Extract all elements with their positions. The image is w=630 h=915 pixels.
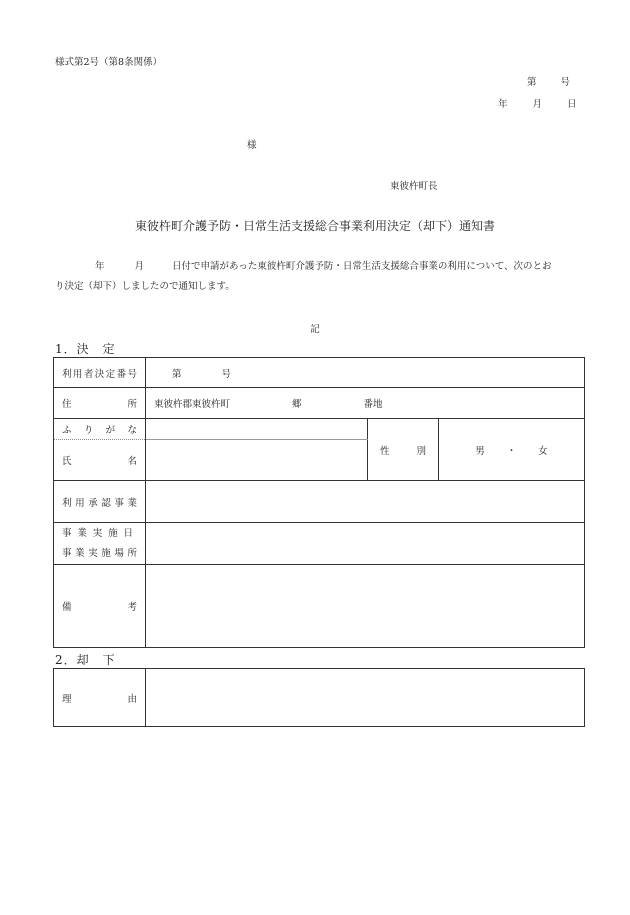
address-banchi: 番地 bbox=[363, 399, 383, 410]
reason-label: 理 由 bbox=[54, 669, 146, 727]
gender-value[interactable] bbox=[439, 419, 585, 481]
body-line1: 日付で申請があった東彼杵町介護予防・日常生活支援総合事業の利用について、次のとお bbox=[172, 261, 552, 272]
name-label: 氏 名 bbox=[54, 440, 146, 481]
body-year: 年 bbox=[95, 261, 105, 272]
number-dai: 第 bbox=[527, 77, 537, 88]
user-number-row bbox=[54, 358, 585, 388]
gender-male: 男 bbox=[475, 445, 485, 457]
reason-row bbox=[54, 669, 585, 727]
user-number-dai: 第 bbox=[172, 368, 182, 380]
rejection-table bbox=[53, 668, 585, 727]
body-paragraph bbox=[55, 257, 587, 297]
name-input[interactable] bbox=[146, 440, 368, 481]
number-go: 号 bbox=[560, 77, 571, 88]
approved-service-label: 利用承認事業 bbox=[54, 481, 146, 523]
furigana-input[interactable] bbox=[146, 419, 368, 440]
service-date-place-label bbox=[54, 523, 146, 565]
approved-service-input[interactable] bbox=[146, 481, 585, 523]
service-date-place-input[interactable] bbox=[146, 523, 585, 565]
gender-dot: ・ bbox=[506, 445, 517, 457]
user-number-go: 号 bbox=[221, 368, 232, 380]
document-number-line bbox=[527, 74, 570, 88]
service-date-place-row bbox=[54, 523, 585, 565]
section1-heading: 1．決 定 bbox=[55, 342, 116, 356]
remarks-label: 備 考 bbox=[54, 565, 146, 648]
furigana-row bbox=[54, 419, 585, 440]
decision-table bbox=[53, 357, 585, 648]
reason-input[interactable] bbox=[146, 669, 585, 727]
form-number: 様式第2号（第8条関係） bbox=[55, 57, 163, 68]
date-day: 日 bbox=[567, 99, 577, 110]
gender-label: 性 別 bbox=[368, 419, 439, 481]
address-row bbox=[54, 388, 585, 419]
document-title: 東彼杵町介護予防・日常生活支援総合事業利用決定（却下）通知書 bbox=[134, 219, 495, 233]
user-number-label: 利用者決定番号 bbox=[54, 358, 146, 388]
user-number-value[interactable] bbox=[146, 358, 585, 388]
section2-heading: 2．却 下 bbox=[55, 653, 116, 667]
date-year: 年 bbox=[498, 99, 508, 110]
addressee: 様 bbox=[247, 140, 257, 151]
address-label: 住 所 bbox=[54, 388, 146, 419]
ki-marker: 記 bbox=[310, 324, 320, 335]
remarks-row bbox=[54, 565, 585, 648]
remarks-input[interactable] bbox=[146, 565, 585, 648]
address-value[interactable] bbox=[146, 388, 585, 419]
date-line bbox=[498, 96, 577, 110]
address-town: 東彼杵郡東彼杵町 bbox=[154, 399, 231, 410]
service-date-label: 事業実施日 bbox=[62, 527, 133, 539]
address-go: 郷 bbox=[292, 399, 302, 410]
gender-female: 女 bbox=[538, 445, 548, 457]
date-month: 月 bbox=[532, 99, 543, 110]
sender: 東彼杵町長 bbox=[390, 181, 438, 192]
approved-service-row bbox=[54, 481, 585, 523]
furigana-label: ふりがな bbox=[54, 419, 146, 440]
service-place-label: 事業実施場所 bbox=[62, 547, 137, 559]
body-month: 月 bbox=[134, 261, 145, 272]
body-line2: り決定（却下）しましたので通知します。 bbox=[55, 281, 235, 292]
